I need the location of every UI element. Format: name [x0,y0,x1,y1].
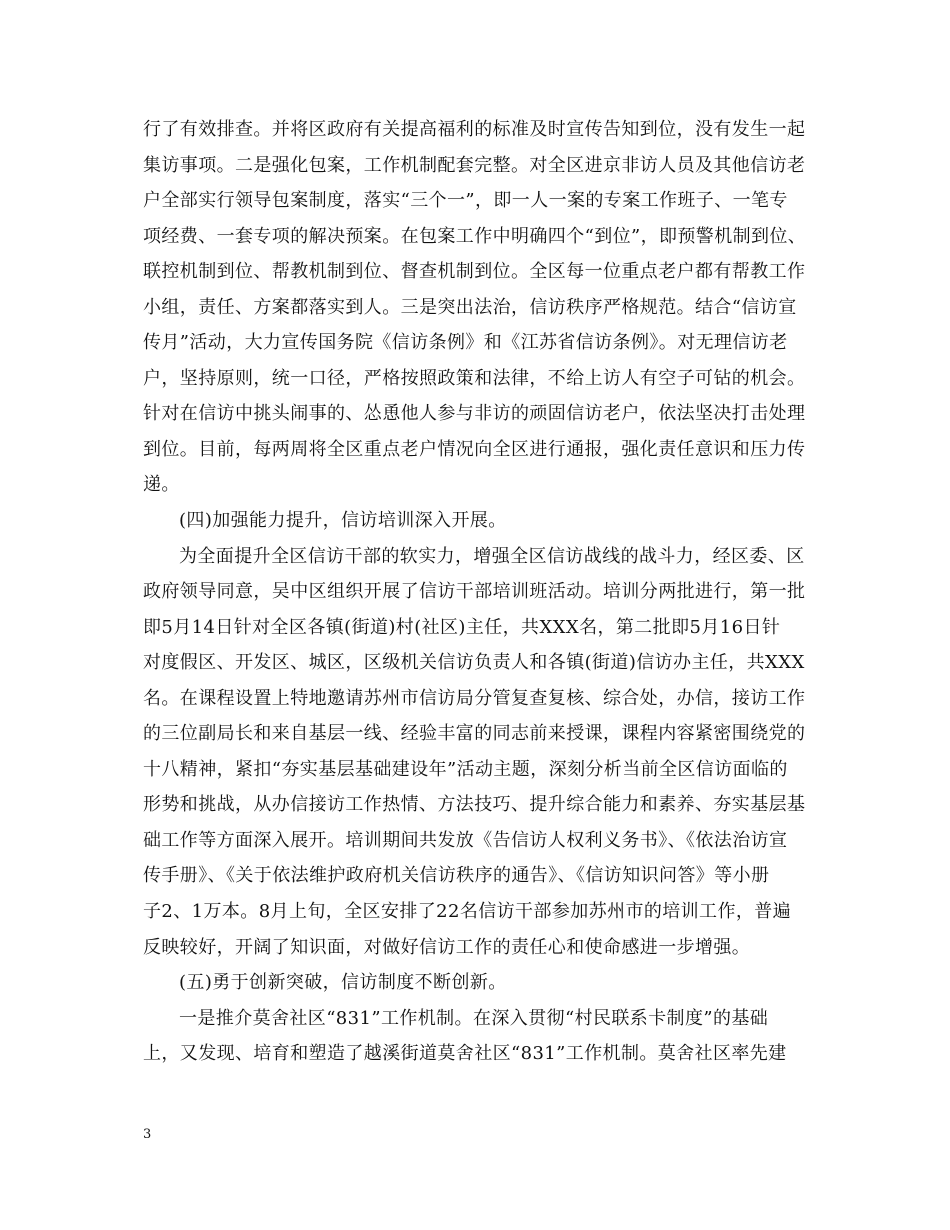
section-heading: (四)加强能力提升，信访培训深入开展。 [179,510,507,532]
text-line: 行了有效排查。并将区政府有关提高福利的标准及时宣传告知到位，没有发生一起 [143,119,806,140]
text-line: 到位。目前，每两周将全区重点老户情况向全区进行通报，强化责任意识和压力传 [143,438,806,460]
text-line: 即5月14日针对全区各镇(街道)村(社区)主任，共XXX名，第二批即5月16日针 [143,616,781,638]
section-heading: (五)勇于创新突破，信访制度不断创新。 [179,972,507,994]
text-line: 项经费、一套专项的解决预案。在包案工作中明确四个“到位”，即预警机制到位、 [143,225,807,247]
text-line: 子2、1万本。8月上旬，全区安排了22名信访干部参加苏州市的培训工作，普遍 [143,901,792,923]
text-line: 集访事项。二是强化包案，工作机制配套完整。对全区进京非访人员及其他信访老 [143,154,806,176]
text-line: 递。 [143,474,180,496]
text-line: 政府领导同意，吴中区组织开展了信访干部培训班活动。培训分两批进行，第一批 [143,581,806,603]
text-line: 传手册》、《关于依法维护政府机关信访秩序的通告》、《信访知识问答》等小册 [143,865,770,887]
text-line: 针对在信访中挑头闹事的、怂恿他人参与非访的顽固信访老户，依法坚决打击处理 [143,403,806,425]
text-line: 反映较好，开阔了知识面，对做好信访工作的责任心和使命感进一步增强。 [143,936,751,958]
text-line: 联控机制到位、帮教机制到位、督查机制到位。全区每一位重点老户都有帮教工作 [143,261,806,283]
page-number: 3 [143,1127,152,1142]
text-line: 形势和挑战，从办信接访工作热情、方法技巧、提升综合能力和素养、夯实基层基 [143,794,806,816]
paragraph-start-line: 为全面提升全区信访干部的软实力，增强全区信访战线的战斗力，经区委、区 [179,545,805,567]
paragraph-start-line: 一是推介莫舍社区“831”工作机制。在深入贯彻“村民联系卡制度”的基础 [179,1007,769,1029]
text-line: 名。在课程设置上特地邀请苏州市信访局分管复查复核、综合处，办信，接访工作 [143,687,806,709]
text-line: 小组，责任、方案都落实到人。三是突出法治，信访秩序严格规范。结合“信访宣 [143,296,797,318]
text-line: 础工作等方面深入展开。培训期间共发放《告信访人权利义务书》、《依法治访宣 [143,829,788,851]
body-text [143,112,811,1072]
text-line: 十八精神，紧扣“夯实基层基础建设年”活动主题，深刻分析当前全区信访面临的 [143,758,788,780]
text-line: 传月”活动，大力宣传国务院《信访条例》和《江苏省信访条例》。对无理信访老 [143,332,788,354]
text-line: 户全部实行领导包案制度，落实“三个一”，即一人一案的专案工作班子、一笔专 [143,190,788,212]
text-line: 上，又发现、培育和塑造了越溪街道莫舍社区“831”工作机制。莫舍社区率先建 [143,1043,787,1065]
text-line: 户，坚持原则，统一口径，严格按照政策和法律，不给上访人有空子可钻的机会。 [143,367,806,389]
text-line: 对度假区、开发区、城区，区级机关信访负责人和各镇(街道)信访办主任，共XXX [143,652,805,674]
text-line: 的三位副局长和来自基层一线、经验丰富的同志前来授课，课程内容紧密围绕党的 [143,723,806,745]
